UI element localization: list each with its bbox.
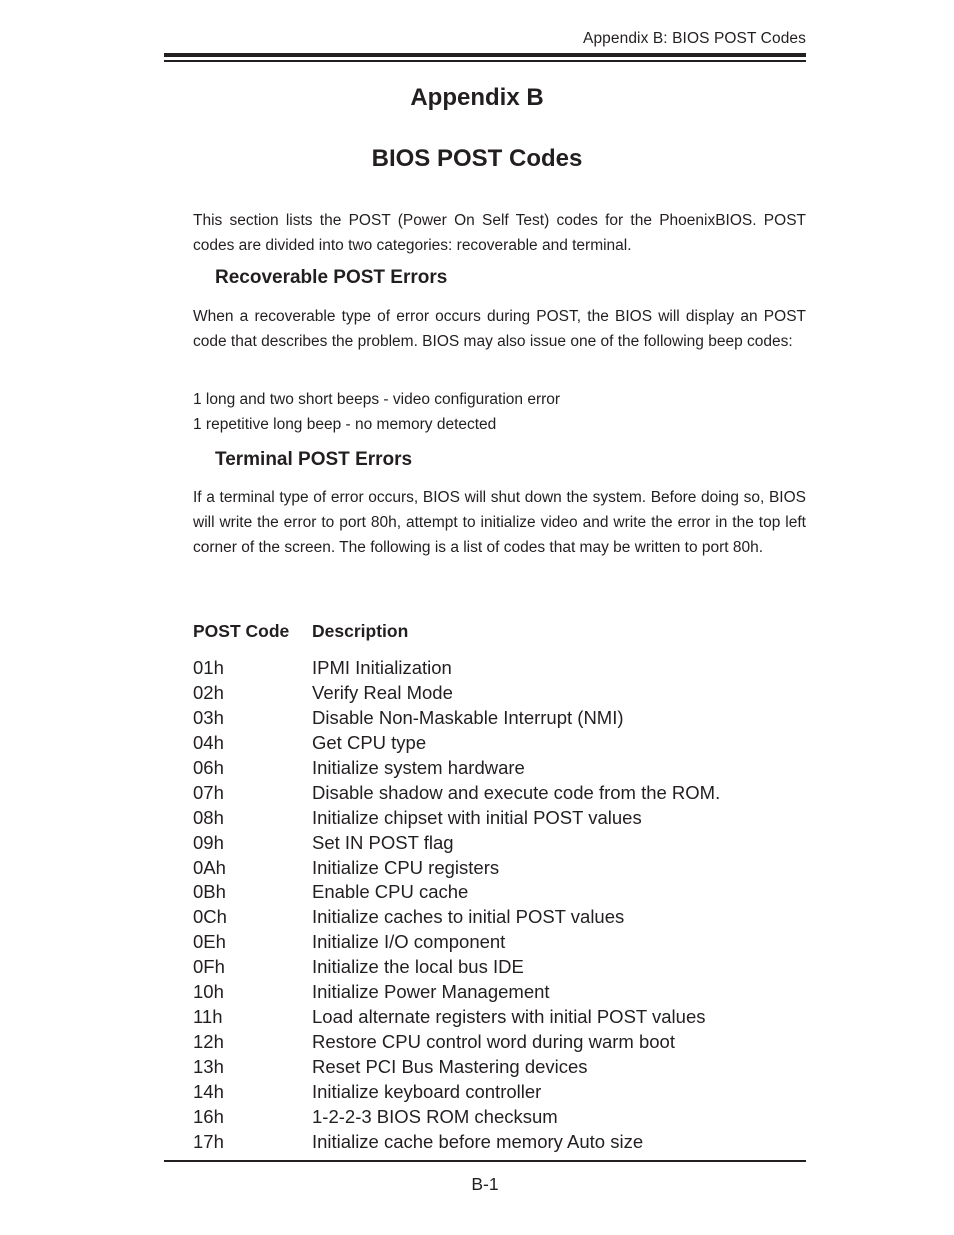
terminal-paragraph: If a terminal type of error occurs, BIOS will shut down the system. Before doing so, BIOS will write the error to port 80h, attempt to initialize video and write the error in the top left corner of the screen. The following is a list of codes that may be written to port 80h. bbox=[193, 489, 806, 556]
post-code-description: Reset PCI Bus Mastering devices bbox=[312, 1056, 588, 1077]
post-code-description: Restore CPU control word during warm boot bbox=[312, 1031, 675, 1053]
post-code-description: Initialize CPU registers bbox=[312, 856, 500, 878]
post-code-description: Initialize Power Management bbox=[312, 981, 550, 1003]
table-row bbox=[193, 1105, 806, 1130]
post-code-description: Disable shadow and execute code from the ROM. bbox=[312, 781, 721, 803]
table-row bbox=[193, 980, 806, 1005]
post-code-description: Get CPU type bbox=[312, 731, 427, 753]
post-code: 16h bbox=[193, 1105, 224, 1127]
post-code-description: Initialize cache before memory Auto size bbox=[312, 1130, 644, 1152]
table-row bbox=[193, 930, 806, 955]
recoverable-heading: Recoverable POST Errors bbox=[215, 267, 448, 288]
table-row bbox=[193, 1080, 806, 1105]
table-row bbox=[193, 756, 806, 781]
table-row bbox=[193, 706, 806, 731]
post-code: 13h bbox=[193, 1056, 224, 1077]
post-code: 14h bbox=[193, 1080, 224, 1102]
terminal-heading: Terminal POST Errors bbox=[215, 449, 413, 470]
intro-paragraph: This section lists the POST (Power On Self Test) codes for the PhoenixBIOS. POST codes are divided into two categories: recoverable and terminal. bbox=[193, 212, 806, 254]
post-code-description: Set IN POST flag bbox=[312, 831, 454, 853]
post-code-table bbox=[193, 656, 806, 1155]
post-code: 0Ch bbox=[193, 906, 227, 928]
table-row bbox=[193, 905, 806, 930]
header-rule-thin bbox=[164, 60, 806, 62]
post-code-description: Initialize caches to initial POST values bbox=[312, 906, 625, 928]
table-row bbox=[193, 1055, 806, 1080]
beep-code-item: 1 repetitive long beep - no memory detected bbox=[193, 416, 497, 433]
post-code: 0Eh bbox=[193, 931, 226, 953]
footer-rule bbox=[164, 1160, 806, 1162]
post-code: 08h bbox=[193, 806, 224, 828]
post-code-description: Enable CPU cache bbox=[312, 881, 469, 903]
post-code: 0Ah bbox=[193, 856, 226, 878]
post-code-description: IPMI Initialization bbox=[312, 657, 452, 678]
chapter-title-text: BIOS POST Codes bbox=[371, 145, 583, 172]
table-row bbox=[193, 1030, 806, 1055]
post-code: 03h bbox=[193, 706, 224, 728]
post-code-description: Load alternate registers with initial POST values bbox=[312, 1006, 706, 1028]
table-row bbox=[193, 781, 806, 806]
table-row bbox=[193, 656, 806, 681]
post-code: 04h bbox=[193, 731, 224, 753]
post-code: 12h bbox=[193, 1031, 224, 1053]
post-code: 11h bbox=[193, 1006, 223, 1028]
post-code-description: Initialize I/O component bbox=[312, 931, 506, 953]
table-row bbox=[193, 1005, 806, 1030]
post-code-description: Initialize chipset with initial POST values bbox=[312, 806, 642, 828]
table-row bbox=[193, 806, 806, 831]
table-row bbox=[193, 681, 806, 706]
table-row bbox=[193, 880, 806, 905]
header-rule-thick bbox=[164, 53, 806, 57]
appendix-title bbox=[0, 84, 954, 112]
post-code: 02h bbox=[193, 681, 224, 703]
post-code: 0Bh bbox=[193, 881, 226, 903]
table-row bbox=[193, 1130, 806, 1155]
post-code: 0Fh bbox=[193, 956, 225, 978]
post-code-description: Disable Non-Maskable Interrupt (NMI) bbox=[312, 706, 624, 728]
page-number: B-1 bbox=[471, 1174, 499, 1194]
post-code-description: Initialize the local bus IDE bbox=[312, 956, 524, 978]
table-row bbox=[193, 856, 806, 881]
post-code: 10h bbox=[193, 981, 224, 1003]
column-header-description: Description bbox=[312, 621, 409, 641]
post-code-description: Initialize system hardware bbox=[312, 756, 525, 778]
table-row bbox=[193, 731, 806, 756]
post-code-description: Initialize keyboard controller bbox=[312, 1080, 542, 1102]
post-code: 09h bbox=[193, 831, 224, 853]
post-code: 07h bbox=[193, 781, 224, 803]
post-code: 01h bbox=[193, 657, 224, 678]
chapter-title bbox=[0, 145, 954, 173]
appendix-title-text: Appendix B bbox=[410, 84, 544, 111]
post-code: 17h bbox=[193, 1130, 224, 1152]
post-code-description: 1-2-2-3 BIOS ROM checksum bbox=[312, 1105, 558, 1127]
running-head: Appendix B: BIOS POST Codes bbox=[583, 30, 806, 47]
recoverable-paragraph: When a recoverable type of error occurs during POST, the BIOS will display an POST code that describes the problem. BIOS may also issue one of the following beep codes: bbox=[193, 308, 806, 350]
beep-code-item: 1 long and two short beeps - video configuration error bbox=[193, 391, 561, 408]
post-code: 06h bbox=[193, 756, 224, 778]
column-header-code: POST Code bbox=[193, 621, 290, 641]
table-row bbox=[193, 955, 806, 980]
table-row bbox=[193, 831, 806, 856]
post-code-description: Verify Real Mode bbox=[312, 681, 453, 703]
